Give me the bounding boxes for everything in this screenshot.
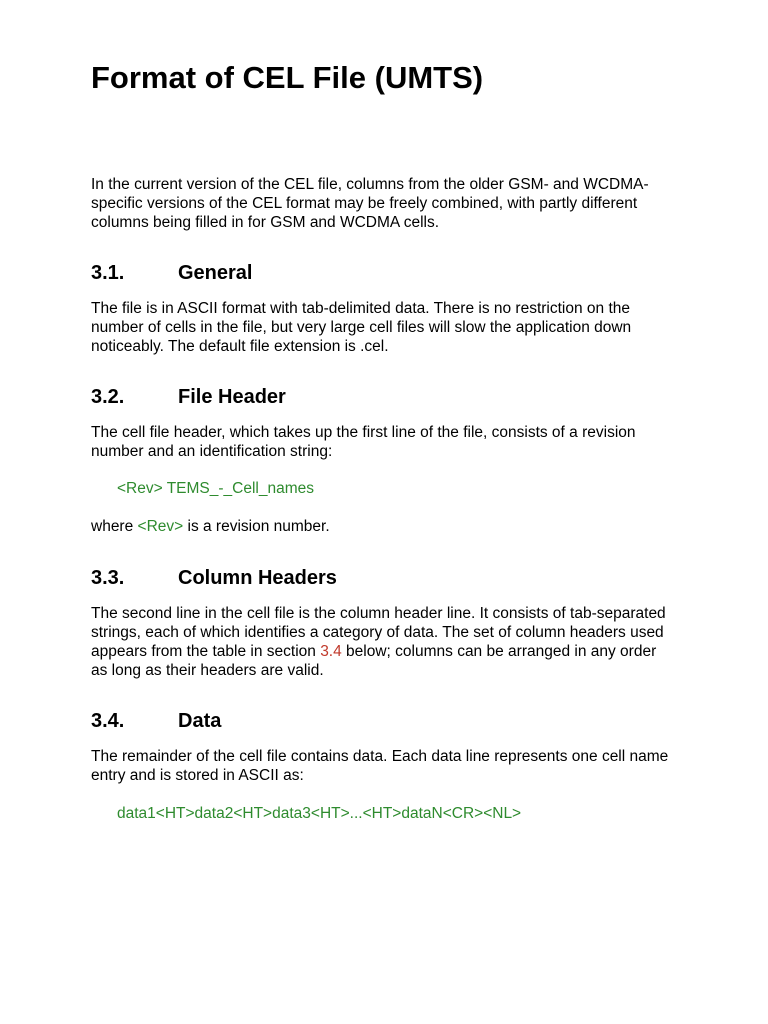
general-paragraph: The file is in ASCII format with tab-delimited data. There is no restriction on the number of cells in the file, but very large cell files will slow the application down noticeably. The default file extension is .cel. xyxy=(91,300,632,355)
data-line-code: data1<HT>data2<HT>data3<HT>...<HT>dataN<CR><NL> xyxy=(117,805,522,822)
column-headers-text-2: below; columns can be arranged in any order as long as their headers are valid. xyxy=(91,643,657,679)
page-title: Format of CEL File (UMTS) xyxy=(91,60,484,95)
where-suffix: is a revision number. xyxy=(183,518,330,535)
where-prefix: where xyxy=(91,518,138,535)
section-title: General xyxy=(178,262,253,284)
column-headers-text-1: The second line in the cell file is the column header line. It consists of tab-separated strings, each of which identifies a category of data. The set of column headers used appears from the table in section xyxy=(91,605,666,660)
column-headers-paragraph xyxy=(91,604,669,680)
section-heading-column-headers xyxy=(91,567,337,590)
rev-description xyxy=(91,517,669,536)
section-title: Data xyxy=(178,710,222,732)
section-3-4-link[interactable]: 3.4 xyxy=(320,643,342,660)
section-number: 3.2. xyxy=(91,386,125,408)
data-paragraph: The remainder of the cell file contains data. Each data line represents one cell name entry and is stored in ASCII as: xyxy=(91,748,669,784)
section-title: File Header xyxy=(178,386,286,408)
section-number: 3.3. xyxy=(91,567,125,589)
section-number: 3.1. xyxy=(91,262,125,284)
file-header-code: <Rev> TEMS_-_Cell_names xyxy=(117,480,314,497)
section-title: Column Headers xyxy=(178,567,337,589)
section-number: 3.4. xyxy=(91,710,125,732)
section-heading-file-header xyxy=(91,386,286,409)
rev-token: <Rev> xyxy=(137,518,184,535)
file-header-paragraph: The cell file header, which takes up the first line of the file, consists of a revision number and an identification string: xyxy=(91,424,636,460)
section-heading-data xyxy=(91,710,221,733)
section-heading-general xyxy=(91,262,252,285)
intro-paragraph: In the current version of the CEL file, columns from the older GSM- and WCDMA-specific versions of the CEL format may be freely combined, with partly different columns being filled in for GSM and WCDMA cells. xyxy=(91,176,649,231)
